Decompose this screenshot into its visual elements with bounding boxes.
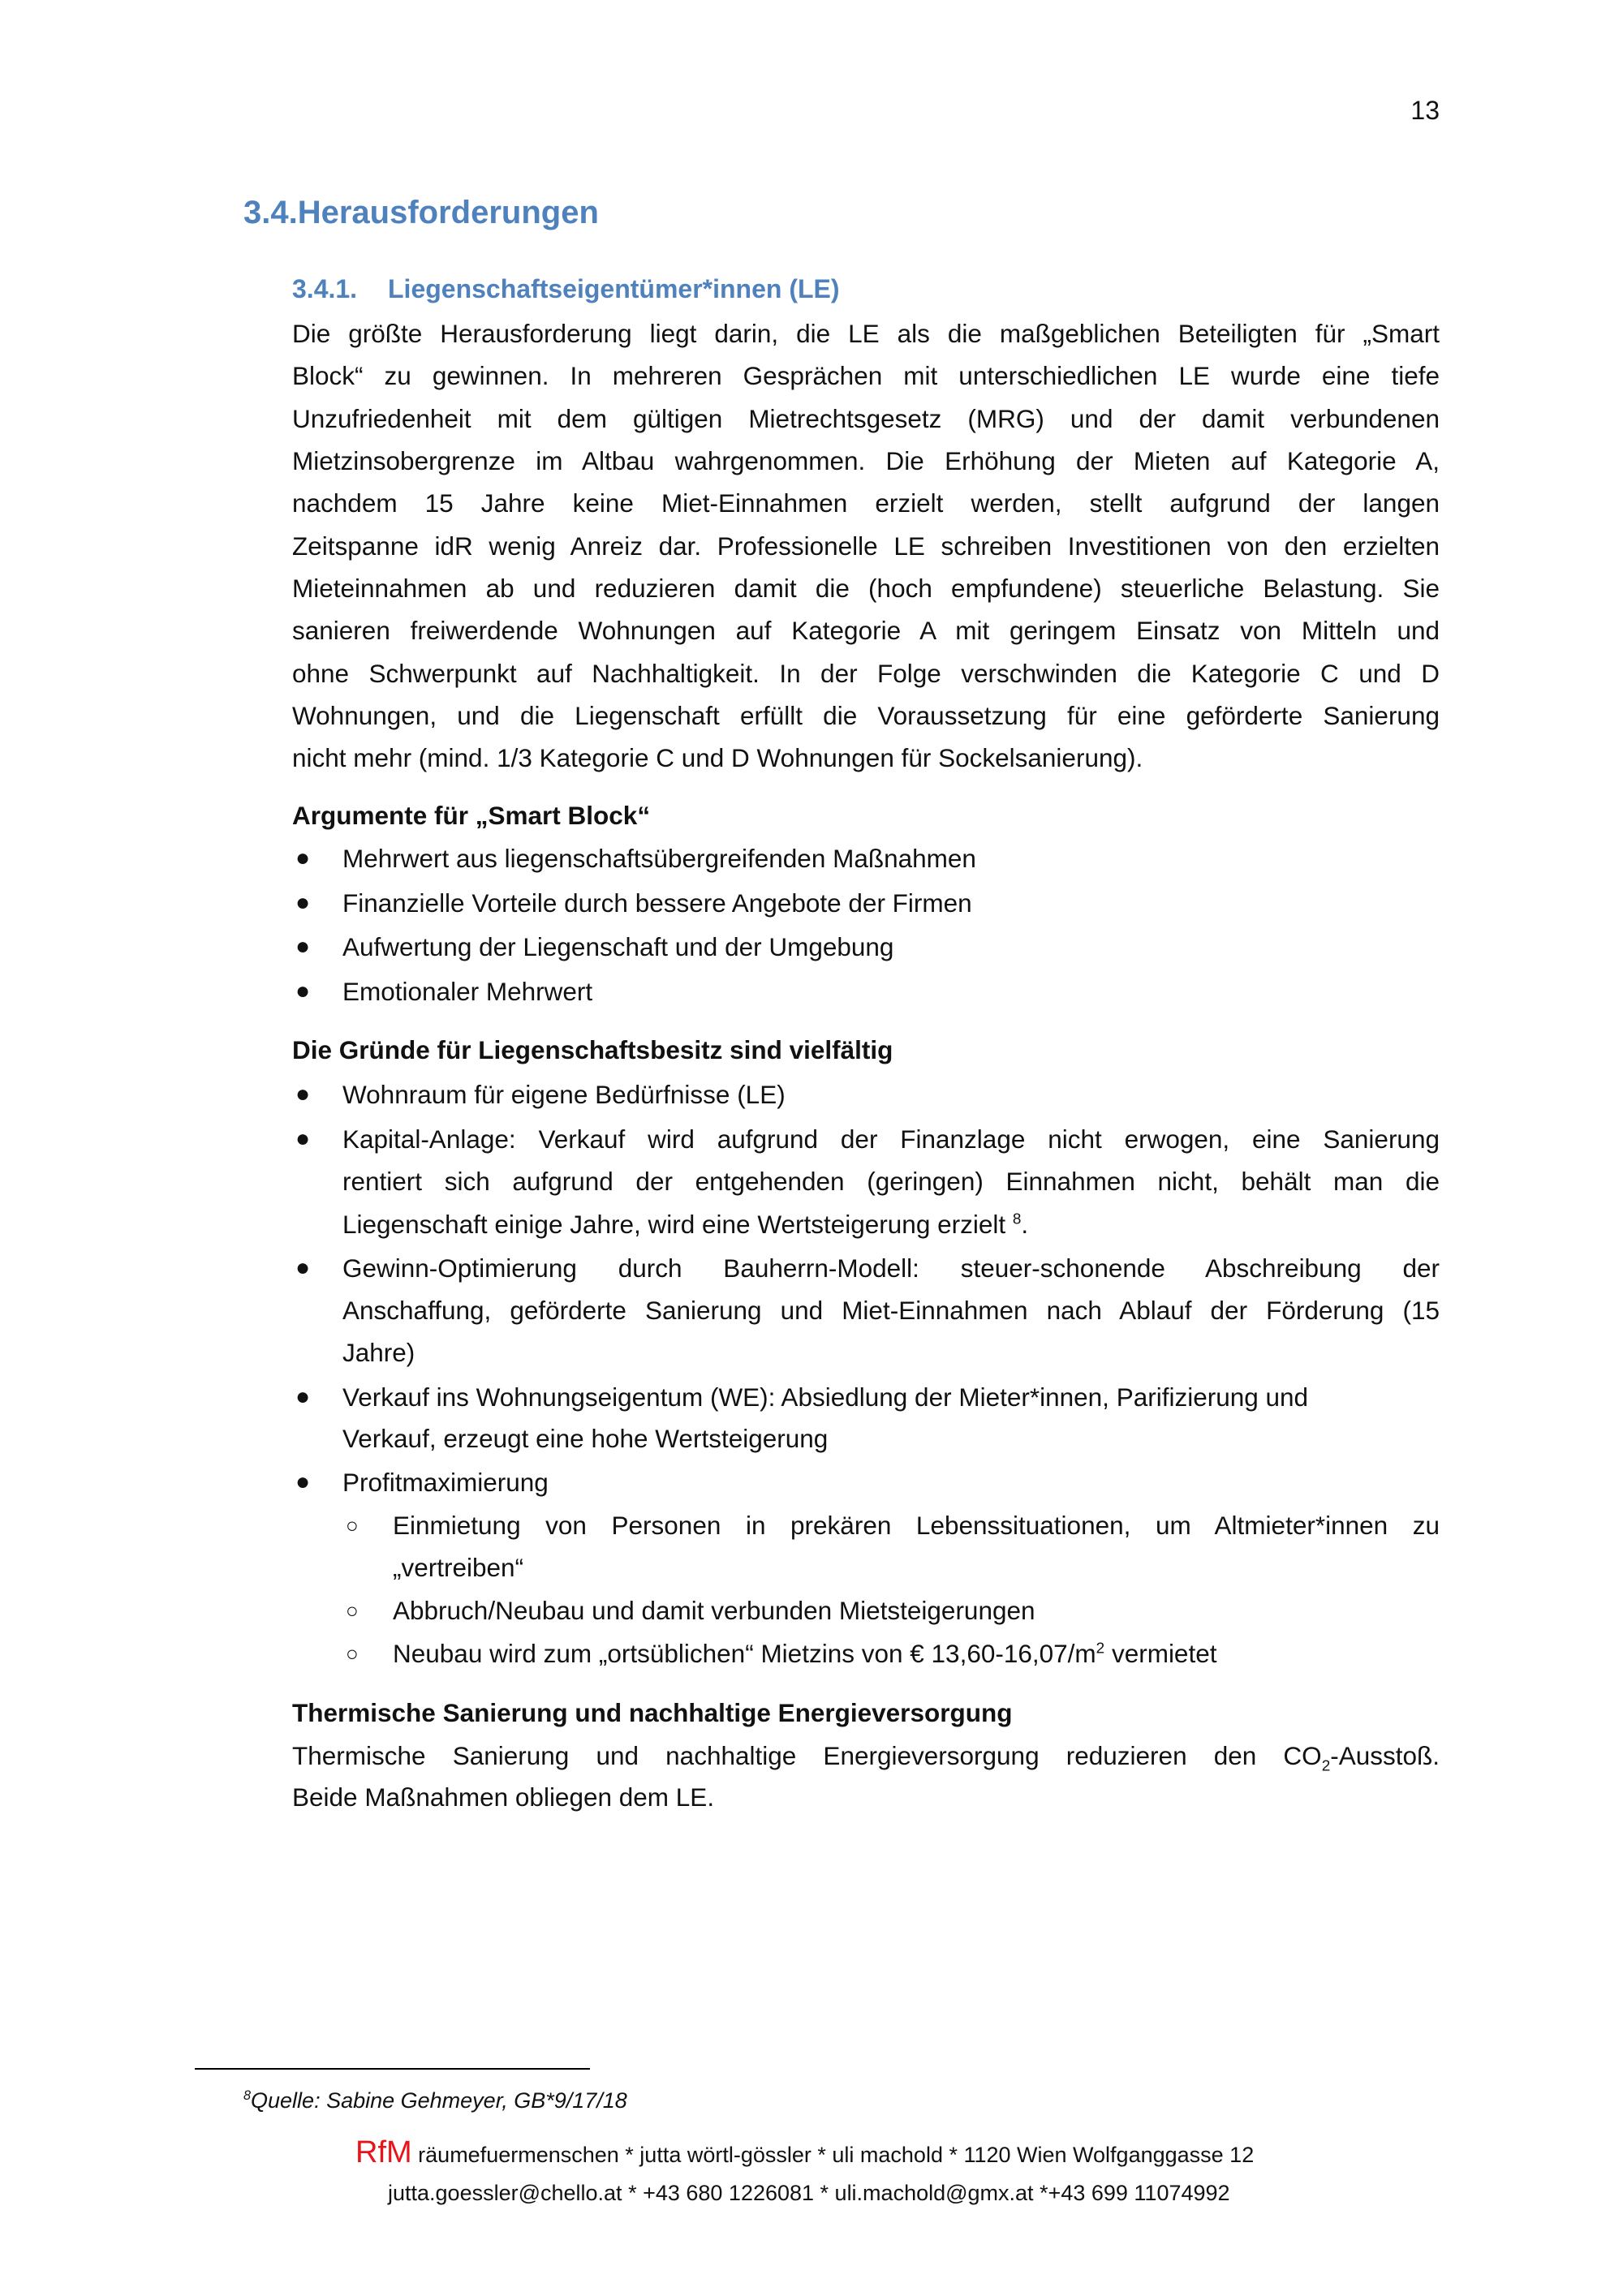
list-item-line: Gewinn-Optimierung durch Bauherrn-Modell: steuer-schonende Abschreibung der bbox=[342, 1253, 1440, 1283]
subsection-title: Liegenschaftseigentümer*innen (LE) bbox=[388, 274, 840, 303]
paragraph-line: nachdem 15 Jahre keine Miet-Einnahmen erzielt werden, stellt aufgrund der langen bbox=[292, 488, 1440, 518]
bullet-icon: ● bbox=[295, 845, 311, 871]
list-item: Aufwertung der Liegenschaft und der Umgebung bbox=[342, 932, 894, 961]
circle-bullet-icon: ○ bbox=[346, 1641, 359, 1666]
paragraph-line: Mieteinnahmen ab und reduzieren damit die (hoch empfundene) steuerliche Belastung. Sie bbox=[292, 574, 1440, 603]
footnote bbox=[243, 2088, 627, 2113]
section-number: 3.4. bbox=[243, 195, 298, 230]
rfm-logo: RfM bbox=[355, 2135, 412, 2169]
list-item-line: Verkauf, erzeugt eine hohe Wertsteigerung bbox=[342, 1424, 829, 1453]
bullet-icon: ● bbox=[295, 1468, 311, 1495]
bullet-icon: ● bbox=[295, 1254, 311, 1281]
footer-line-1 bbox=[355, 2135, 1254, 2170]
sub-item-line: „vertreiben“ bbox=[393, 1553, 524, 1582]
subsection-number: 3.4.1. bbox=[292, 274, 358, 303]
list-item: Profitmaximierung bbox=[342, 1468, 549, 1497]
bullet-icon: ● bbox=[295, 1125, 311, 1152]
sub-item bbox=[393, 1632, 1216, 1675]
section-title: Herausforderungen bbox=[297, 195, 599, 230]
list-item-end: . bbox=[1021, 1210, 1029, 1239]
list-item: Emotionaler Mehrwert bbox=[342, 977, 593, 1006]
subsection-heading bbox=[292, 274, 840, 304]
reasons-heading: Die Gründe für Liegenschaftsbesitz sind vielfältig bbox=[292, 1035, 893, 1064]
thermal-text-end: -Ausstoß. bbox=[1330, 1741, 1440, 1770]
paragraph-line: sanieren freiwerdende Wohnungen auf Kategorie A mit geringem Einsatz von Mitteln und bbox=[292, 616, 1440, 645]
footnote-ref[interactable]: 8 bbox=[1012, 1210, 1022, 1228]
paragraph-line: Wohnungen, und die Liegenschaft erfüllt die Voraussetzung für eine geförderte Sanierung bbox=[292, 701, 1440, 730]
thermal-heading: Thermische Sanierung und nachhaltige Energieversorgung bbox=[292, 1698, 1013, 1727]
superscript: 2 bbox=[1096, 1640, 1105, 1658]
circle-bullet-icon: ○ bbox=[346, 1513, 359, 1537]
footnote-number: 8 bbox=[243, 2088, 252, 2103]
footnote-text: Quelle: Sabine Gehmeyer, GB*9/17/18 bbox=[251, 2088, 627, 2113]
bullet-icon: ● bbox=[295, 978, 311, 1004]
thermal-line: Beide Maßnahmen obliegen dem LE. bbox=[292, 1782, 715, 1812]
footer-contact: jutta.goessler@chello.at * +43 680 1226081 * uli.machold@gmx.at *+43 699 11074992 bbox=[388, 2181, 1230, 2205]
bullet-icon: ● bbox=[295, 1383, 311, 1410]
thermal-text: Thermische Sanierung und nachhaltige Energieversorgung reduzieren den CO bbox=[292, 1741, 1322, 1770]
paragraph-line: Die größte Herausforderung liegt darin, die LE als die maßgeblichen Beteiligten für „Smart bbox=[292, 319, 1440, 348]
paragraph-line: ohne Schwerpunkt auf Nachhaltigkeit. In der Folge verschwinden die Kategorie C und D bbox=[292, 659, 1440, 688]
list-item-line: Verkauf ins Wohnungseigentum (WE): Absiedlung der Mieter*innen, Parifizierung und bbox=[342, 1382, 1309, 1412]
section-heading bbox=[243, 195, 599, 231]
paragraph-line: Block“ zu gewinnen. In mehreren Gesprächen mit unterschiedlichen LE wurde eine tiefe bbox=[292, 361, 1440, 390]
bullet-icon: ● bbox=[295, 889, 311, 916]
paragraph-line: nicht mehr (mind. 1/3 Kategorie C und D Wohnungen für Sockelsanierung). bbox=[292, 743, 1143, 772]
list-item-line bbox=[342, 1203, 1028, 1245]
page-number: 13 bbox=[1410, 96, 1440, 125]
footer-address: räumefuermenschen * jutta wörtl-gössler * uli machold * 1120 Wien Wolfganggasse 12 bbox=[418, 2143, 1255, 2167]
list-item: Mehrwert aus liegenschaftsübergreifenden Maßnahmen bbox=[342, 844, 976, 873]
sub-item-text: Neubau wird zum „ortsüblichen“ Mietzins von € 13,60-16,07/m bbox=[393, 1639, 1096, 1668]
sub-item-line: Einmietung von Personen in prekären Lebenssituationen, um Altmieter*innen zu bbox=[393, 1511, 1440, 1540]
circle-bullet-icon: ○ bbox=[346, 1598, 359, 1623]
arguments-heading: Argumente für „Smart Block“ bbox=[292, 801, 651, 830]
subscript: 2 bbox=[1321, 1757, 1331, 1775]
sub-item: Abbruch/Neubau und damit verbunden Mietsteigerungen bbox=[393, 1596, 1035, 1625]
thermal-line bbox=[292, 1735, 1440, 1777]
list-item-line: Jahre) bbox=[342, 1338, 415, 1367]
list-item-line: rentiert sich aufgrund der entgehenden (geringen) Einnahmen nicht, behält man die bbox=[342, 1167, 1440, 1196]
footnote-separator bbox=[195, 2068, 590, 2070]
paragraph-line: Mietzinsobergrenze im Altbau wahrgenommen. Die Erhöhung der Mieten auf Kategorie A, bbox=[292, 446, 1440, 475]
bullet-icon: ● bbox=[295, 933, 311, 960]
sub-item-end: vermietet bbox=[1104, 1639, 1217, 1668]
list-item-line: Anschaffung, geförderte Sanierung und Miet-Einnahmen nach Ablauf der Förderung (15 bbox=[342, 1296, 1440, 1325]
list-item: Finanzielle Vorteile durch bessere Angebote der Firmen bbox=[342, 888, 972, 918]
list-item: Wohnraum für eigene Bedürfnisse (LE) bbox=[342, 1080, 786, 1109]
list-item-line: Kapital-Anlage: Verkauf wird aufgrund der Finanzlage nicht erwogen, eine Sanierung bbox=[342, 1124, 1440, 1154]
paragraph-line: Unzufriedenheit mit dem gültigen Mietrechtsgesetz (MRG) und der damit verbundenen bbox=[292, 404, 1440, 433]
paragraph-line: Zeitspanne idR wenig Anreiz dar. Professionelle LE schreiben Investitionen von den erzielten bbox=[292, 531, 1440, 561]
bullet-icon: ● bbox=[295, 1081, 311, 1107]
list-item-text: Liegenschaft einige Jahre, wird eine Wertsteigerung erzielt bbox=[342, 1210, 1013, 1239]
